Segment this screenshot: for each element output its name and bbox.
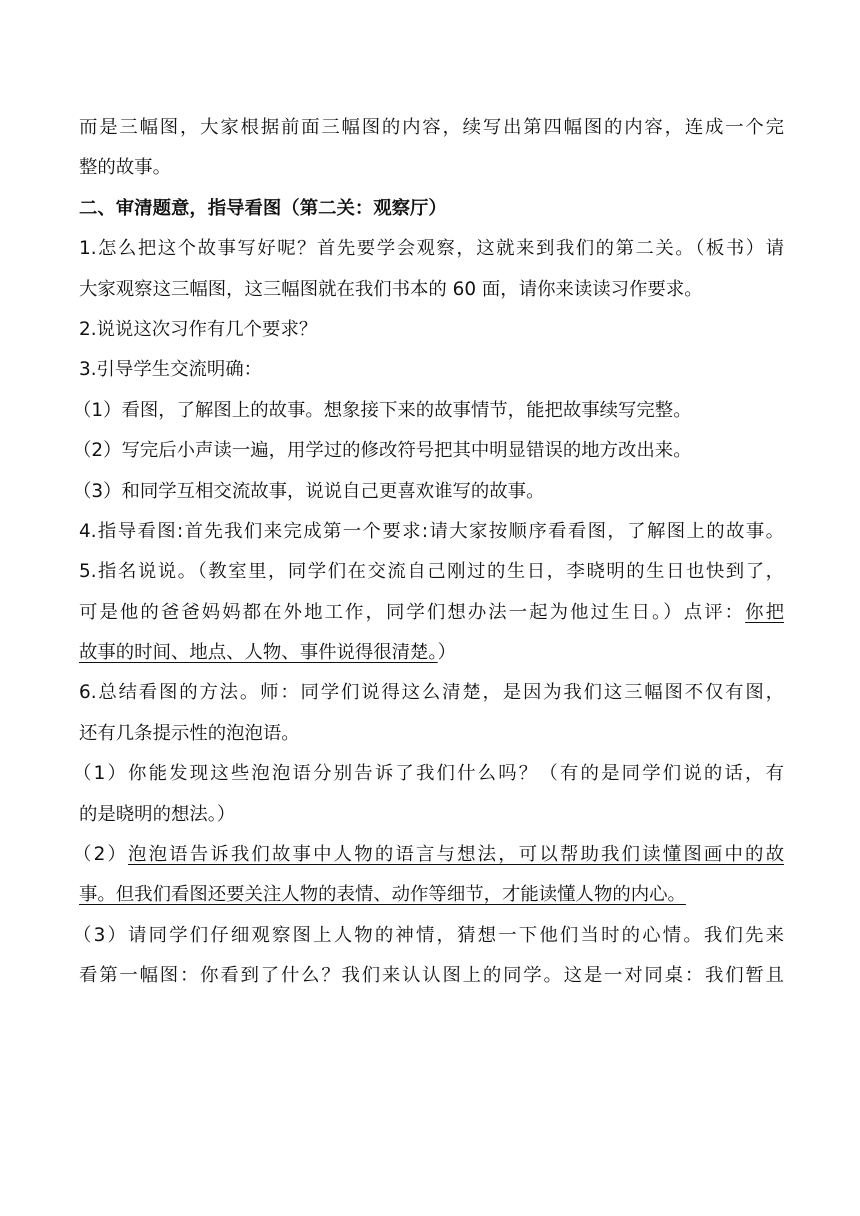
section-heading: 二、审清题意，指导看图（第二关：观察厅） xyxy=(79,197,447,219)
list-item: （3）请同学们仔细观察图上人物的神情，猜想一下他们当时的心情。我们先来 xyxy=(73,924,784,946)
underlined-text: 事。但我们看图还要关注人物的表情、动作等细节，才能读懂人物的内心。 xyxy=(79,884,686,906)
text-line: 1.怎么把这个故事写好呢？首先要学会观察，这就来到我们的第二关。（板书）请 xyxy=(79,238,784,260)
text-line: 大家观察这三幅图，这三幅图就在我们书本的 60 面，请你来读读习作要求。 xyxy=(79,278,703,300)
list-item: （3）和同学互相交流故事，说说自己更喜欢谁写的故事。 xyxy=(73,480,545,502)
list-item: （2）泡泡语告诉我们故事中人物的语言与想法，可以帮助我们读懂图画中的故 xyxy=(73,844,784,866)
text-line: 可是他的爸爸妈妈都在外地工作，同学们想办法一起为他过生日。）点评：你把 xyxy=(79,601,784,623)
underlined-text: 你把 xyxy=(745,601,784,623)
list-item: （1）你能发现这些泡泡语分别告诉了我们什么吗？（有的是同学们说的话，有 xyxy=(73,763,784,785)
text-line: 2.说说这次习作有几个要求？ xyxy=(79,318,318,340)
text-line: 看第一幅图：你看到了什么？我们来认认图上的同学。这是一对同桌：我们暂且 xyxy=(79,965,784,987)
text-line xyxy=(79,875,784,915)
text-line: 故事的时间、地点、人物、事件说得很清楚。） xyxy=(79,642,457,664)
document-page xyxy=(73,108,784,997)
text-line: 3.引导学生交流明确： xyxy=(79,359,263,381)
underlined-text: 泡泡语告诉我们故事中人物的语言与想法，可以帮助我们读懂图画中的故 xyxy=(128,844,784,866)
text-line: 的是晓明的想法。） xyxy=(79,803,236,825)
list-item: （2）写完后小声读一遍，用学过的修改符号把其中明显错误的地方改出来。 xyxy=(73,440,692,462)
list-item: （1）看图，了解图上的故事。想象接下来的故事情节，能把故事续写完整。 xyxy=(73,399,692,421)
text-line: 而是三幅图，大家根据前面三幅图的内容，续写出第四幅图的内容，连成一个完 xyxy=(79,117,784,138)
underlined-text: 故事的时间、地点、人物、事件说得很清楚。 xyxy=(79,642,438,664)
text-line: 整的故事。 xyxy=(79,157,171,179)
text-line: 5.指名说说。（教室里，同学们在交流自己刚过的生日，李晓明的生日也快到了， xyxy=(79,561,784,583)
text-line: 6.总结看图的方法。师：同学们说得这么清楚，是因为我们这三幅图不仅有图， xyxy=(79,682,784,704)
text-line: 4.指导看图:首先我们来完成第一个要求:请大家按顺序看看图，了解图上的故事。 xyxy=(79,520,784,542)
text-line: 还有几条提示性的泡泡语。 xyxy=(79,722,300,744)
